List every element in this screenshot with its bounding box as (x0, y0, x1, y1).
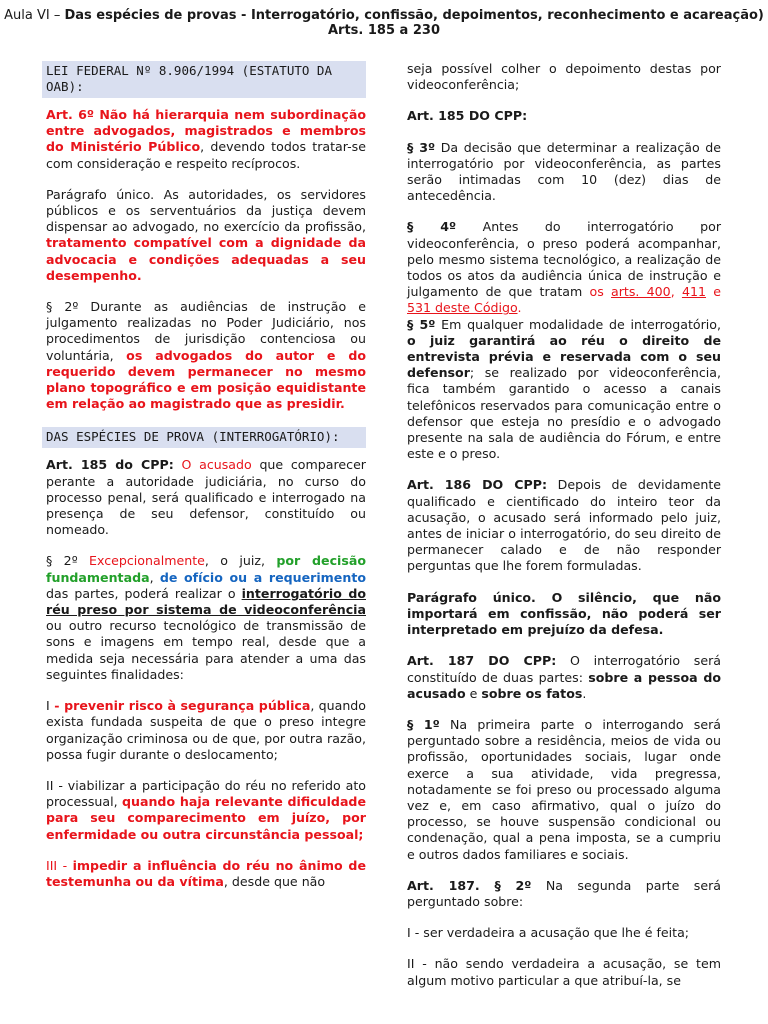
art185-s2-paragraph: § 2º Excepcionalmente, o juiz, por decisão fundamentada, de ofício ou a requerimento das partes, poderá realizar o interrogatório do réu preso por sistema de videoconferência ou outro recurso tecnológico de transmissão de sons e imagens em tempo real, desde que a medida seja necessária para atender a uma das seguintes finalidades: (46, 553, 367, 682)
paragraph-2-oab: § 2º Durante as audiências de instrução e julgamento realizadas no Poder Judiciário, nos procedimentos de jurisdição contenciosa ou voluntária, os advogados do autor e do requerido devem permanecer no mesmo plano topográfico e em posição equidistante em relação ao magistrado que as presidir. (46, 299, 366, 412)
link-art-400[interactable]: arts. 400 (611, 284, 671, 300)
item-i: I - prevenir risco à segurança pública, quando exista fundada suspeita de que o preso integre organização criminosa ou de que, por outra razão, possa fugir durante o deslocamento; (46, 698, 366, 762)
art186-paragraph: Art. 186 DO CPP: Depois de devidamente qualificado e cientificado do inteiro teor da acusação, o acusado será informado pelo juiz, antes de iniciar o interrogatório, do seu direito de permanecer calado e de não responder perguntas que lhe forem formuladas. (407, 477, 721, 574)
art187-item-ii: II - não sendo verdadeira a acusação, se tem algum motivo particular a que atribuí-la, se (407, 956, 721, 988)
link-art-531[interactable]: 531 deste Código (407, 300, 518, 316)
item-iii: III - impedir a influência do réu no ânimo de testemunha ou da vítima, desde que não (46, 857, 366, 889)
art187-s2: Art. 187. § 2º Na segunda parte será perguntado sobre: (407, 877, 721, 909)
item-ii: II - viabilizar a participação do réu no referido ato processual, quando haja relevante dificuldade para seu comparecimento em juízo, por enfermidade ou outra circunstância pessoal; (46, 777, 366, 842)
lesson-label: Aula VI – (4, 8, 65, 23)
section-header-interrogatorio: DAS ESPÉCIES DE PROVA (INTERROGATÓRIO): (42, 427, 366, 448)
page-title (0, 8, 768, 38)
art185-s4: § 4º Antes do interrogatório por videoconferência, o preso poderá acompanhar, pelo mesmo sistema tecnológico, a realização de todos os atos da audiência única de instrução e julgamento de que tratam os arts. 400, 411 e 531 deste Código. (407, 219, 721, 316)
art186-paragrafo-unico: Parágrafo único. O silêncio, que não importará em confissão, não poderá ser interpretado em prejuízo da defesa. (407, 589, 721, 638)
art187-s1: § 1º Na primeira parte o interrogando será perguntado sobre a residência, meios de vida ou profissão, oportunidades sociais, lugar onde exerce a sua atividade, vida pregressa, notadamente se foi preso ou processado alguma vez e, em caso afirmativo, qual o juízo do processo, se houve suspensão condicional ou condenação, qual a pena imposta, se a cumpriu e outros dados familiares e sociais. (407, 716, 721, 862)
art185-s5: § 5º Em qualquer modalidade de interrogatório, o juiz garantirá ao réu o direito de entrevista prévia e reservada com o seu defensor; se realizado por videoconferência, fica também garantido o acesso a canais telefônicos reservados para comunicação entre o defensor que esteja no presídio e o advogado presente na sala de audiência do Fórum, e entre este e o preso. (407, 316, 721, 462)
right-column (407, 61, 721, 989)
continuation-text: seja possível colher o depoimento destas por videoconferência; (407, 61, 721, 93)
art185-title: Art. 185 DO CPP: (407, 108, 528, 124)
art185-s3: § 3º Da decisão que determinar a realização de interrogatório por videoconferência, as partes serão intimadas com 10 (dez) dias de antecedência. (407, 139, 721, 204)
paragrafo-unico: Parágrafo único. As autoridades, os servidores públicos e os serventuários da justiça devem dispensar ao advogado, no exercício da profissão, tratamento compatível com a dignidade da advocacia e condições adequadas a seu desempenho. (46, 186, 366, 283)
lesson-title: Das espécies de provas - Interrogatório, confissão, depoimentos, reconhecimento e acareação) Arts. 185 a 230 (64, 8, 764, 38)
left-column (46, 61, 366, 890)
art6-paragraph: Art. 6º Não há hierarquia nem subordinação entre advogados, magistrados e membros do Ministério Público, devendo todos tratar-se com consideração e respeito recíprocos. (46, 107, 366, 171)
section-header-oab: LEI FEDERAL Nº 8.906/1994 (ESTATUTO DA OAB): (42, 61, 366, 98)
art187-paragraph: Art. 187 DO CPP: O interrogatório será constituído de duas partes: sobre a pessoa do acusado e sobre os fatos. (407, 653, 722, 701)
link-art-411[interactable]: 411 (681, 284, 706, 300)
art185-paragraph: Art. 185 do CPP: O acusado que comparecer perante a autoridade judiciária, no curso do processo penal, será qualificado e interrogado na presença de seu defensor, constituído ou nomeado. (46, 457, 366, 538)
art187-item-i: I - ser verdadeira a acusação que lhe é feita; (407, 925, 690, 941)
